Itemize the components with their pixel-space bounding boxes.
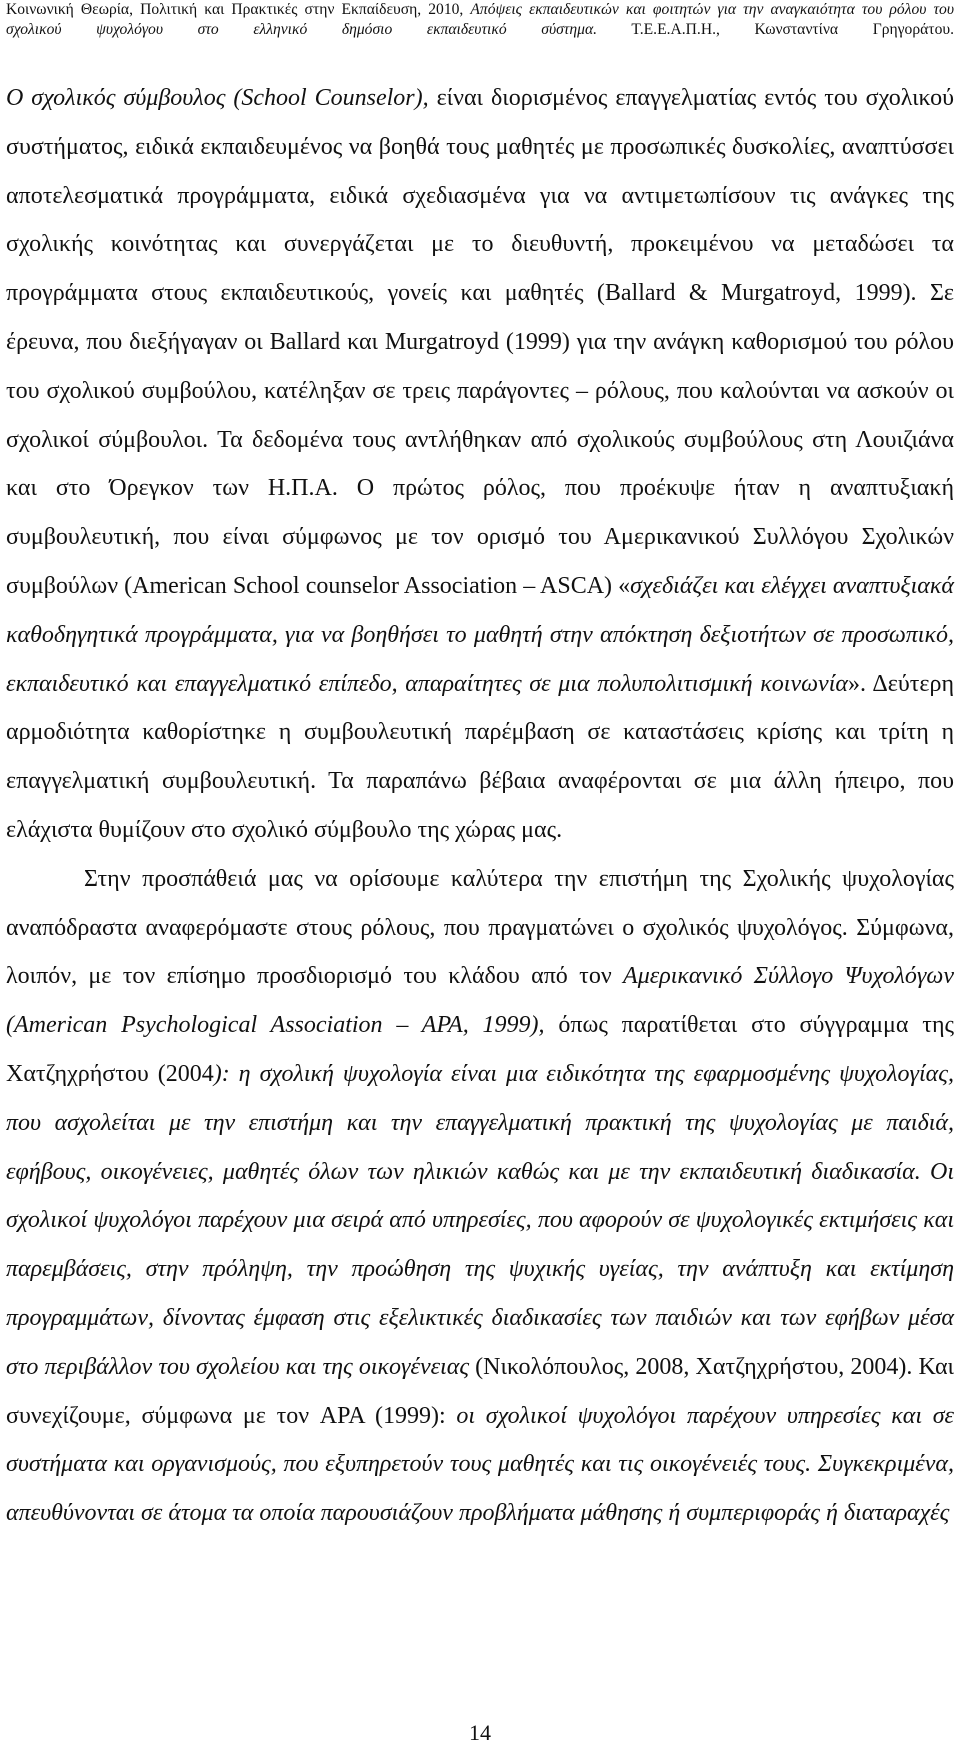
p2-apa-services: οι σχολικοί ψυχολόγοι παρέχουν υπηρεσίες και σε συστήματα και οργανισμούς, που εξυπηρετούν τους μαθητές και τις οικογένειές τους. Συγκεκριμένα, απευθύνονται σε άτομα τα οποία παρουσιάζουν προβλήματα μάθησης ή συμπεριφοράς ή διαταραχές (6, 1402, 954, 1527)
p2-apa-definition: ): η σχολική ψυχολογία είναι μια ειδικότητα της εφαρμοσμένης ψυχολογίας, που ασχολείται με την επιστήμη και την επαγγελματική πρακτική της ψυχολογίας με παιδιά, εφήβους, οικογένειες, μαθητές όλων των ηλικιών καθώς και με την εκπαιδευτική διαδικασία. Οι σχολικοί ψυχολόγοι παρέχουν μια σειρά από υπηρεσίες, που αφορούν σε ψυχολογικές εκτιμήσεις και παρεμβάσεις, στην πρόληψη, την προώθηση της ψυχικής υγείας, την ανάπτυξη και εκτίμηση προγραμμάτων, δίνοντας έμφαση στις εξελικτικές διαδικασίες των παιδιών και των εφήβων μέσα στο περιβάλλον του σχολείου και της οικογένειας (6, 1060, 954, 1380)
running-header (6, 0, 954, 40)
header-journal-info: Κοινωνική Θεωρία, Πολιτική και Πρακτικές στην Εκπαίδευση, 2010, (6, 1, 471, 18)
header-author: Τ.Ε.Ε.Α.Π.Η., Κωνσταντίνα Γρηγοράτου. (597, 21, 954, 38)
paragraph-school-psychology (6, 855, 954, 1538)
header-article-title-part-1: Απόψεις εκπαιδευτικών και φοιτητών για την αναγκαιότητα του ρόλου του (470, 1, 954, 18)
header-article-title-part-2: σχολικού ψυχολόγου στο ελληνικό δημόσιο εκπαιδευτικό σύστημα. (6, 21, 598, 38)
p1-asca-quote: σχεδιάζει και ελέγχει αναπτυξιακά καθοδηγητικά προγράμματα, για να βοηθήσει το μαθητή στην απόκτηση δεξιοτήτων σε προσωπικό, εκπαιδευτικό και επαγγελματικό επίπεδο, απαραίτητες σε μια πολυπολιτισμική κοινωνία (6, 572, 954, 697)
p1-citation-ballard: (Ballard & Murgatroyd, 1999). (596, 280, 917, 307)
p2-apa-reference: Αμερικανικό Σύλλογο Ψυχολόγων (American Psychological Association – APA, 1999), (6, 963, 954, 1039)
p2-text-3: (Νικολόπουλος, 2008, Χατζηχρήστου, 2004). Και συνεχίζουμε, σύμφωνα με τον APA (1999): (6, 1353, 954, 1429)
running-header-line-2 (6, 20, 954, 40)
running-header-line-1 (6, 0, 954, 20)
p1-text-2: Σε έρευνα, που διεξήγαγαν οι Ballard και Murgatroyd (1999) για την ανάγκη καθορισμού του ρόλου του σχολικού συμβούλου, κατέληξαν σε τρεις παράγοντες – ρόλους, που καλούνται να ασκούν οι σχολικοί σύμβουλοι. Τα δεδομένα τους αντλήθηκαν από σχολικούς συμβούλους στη Λουιζιάνα και στο Όρεγκον των Η.Π.Α. Ο πρώτος ρόλος, που προέκυψε ήταν η αναπτυξιακή συμβουλευτική, που είναι σύμφωνος με τον ορισμό του Αμερικανικού Συλλόγου Σχολικών συμβούλων (American School counselor Association – ASCA) « (6, 280, 955, 599)
p1-text-3: ». Δεύτερη αρμοδιότητα καθορίστηκε η συμβουλευτική παρέμβαση σε καταστάσεις κρίσης και τρίτη η επαγγελματική συμβουλευτική. Τα παραπάνω βέβαια αναφέρονται σε μια άλλη ήπειρο, που ελάχιστα θυμίζουν στο σχολικό σύμβουλο της χώρας μας. (6, 670, 954, 843)
p2-text-1: Στην προσπάθειά μας να ορίσουμε καλύτερα την επιστήμη της Σχολικής ψυχολογίας αναπόδραστα αναφερόμαστε στους ρόλους, που πραγματώνει ο σχολικός ψυχολόγος. Σύμφωνα, λοιπόν, με τον επίσημο προσδιορισμό του κλάδου από τον (6, 865, 954, 990)
page-number: 14 (469, 1720, 491, 1745)
p2-text-2: όπως παρατίθεται στο σύγγραμμα της Χατζηχρήστου (2004 (6, 1012, 955, 1087)
page-body (6, 74, 954, 1538)
p1-term-school-counselor: Ο σχολικός σύμβουλος (School Counselor), (6, 85, 429, 111)
p1-text-1: είναι διορισμένος επαγγελματίας εντός του σχολικού συστήματος, ειδικά εκπαιδευμένος να βοηθά τους μαθητές με προσωπικές δυσκολίες, αναπτύσσει αποτελεσματικά προγράμματα, ειδικά σχεδιασμένα για να αντιμετωπίσουν τις ανάγκες της σχολικής κοινότητας και συνεργάζεται με το διευθυντή, προκειμένου να μεταδώσει τα προγράμματα στους εκπαιδευτικούς, γονείς και μαθητές (6, 85, 954, 307)
paragraph-school-counselor (6, 74, 954, 855)
